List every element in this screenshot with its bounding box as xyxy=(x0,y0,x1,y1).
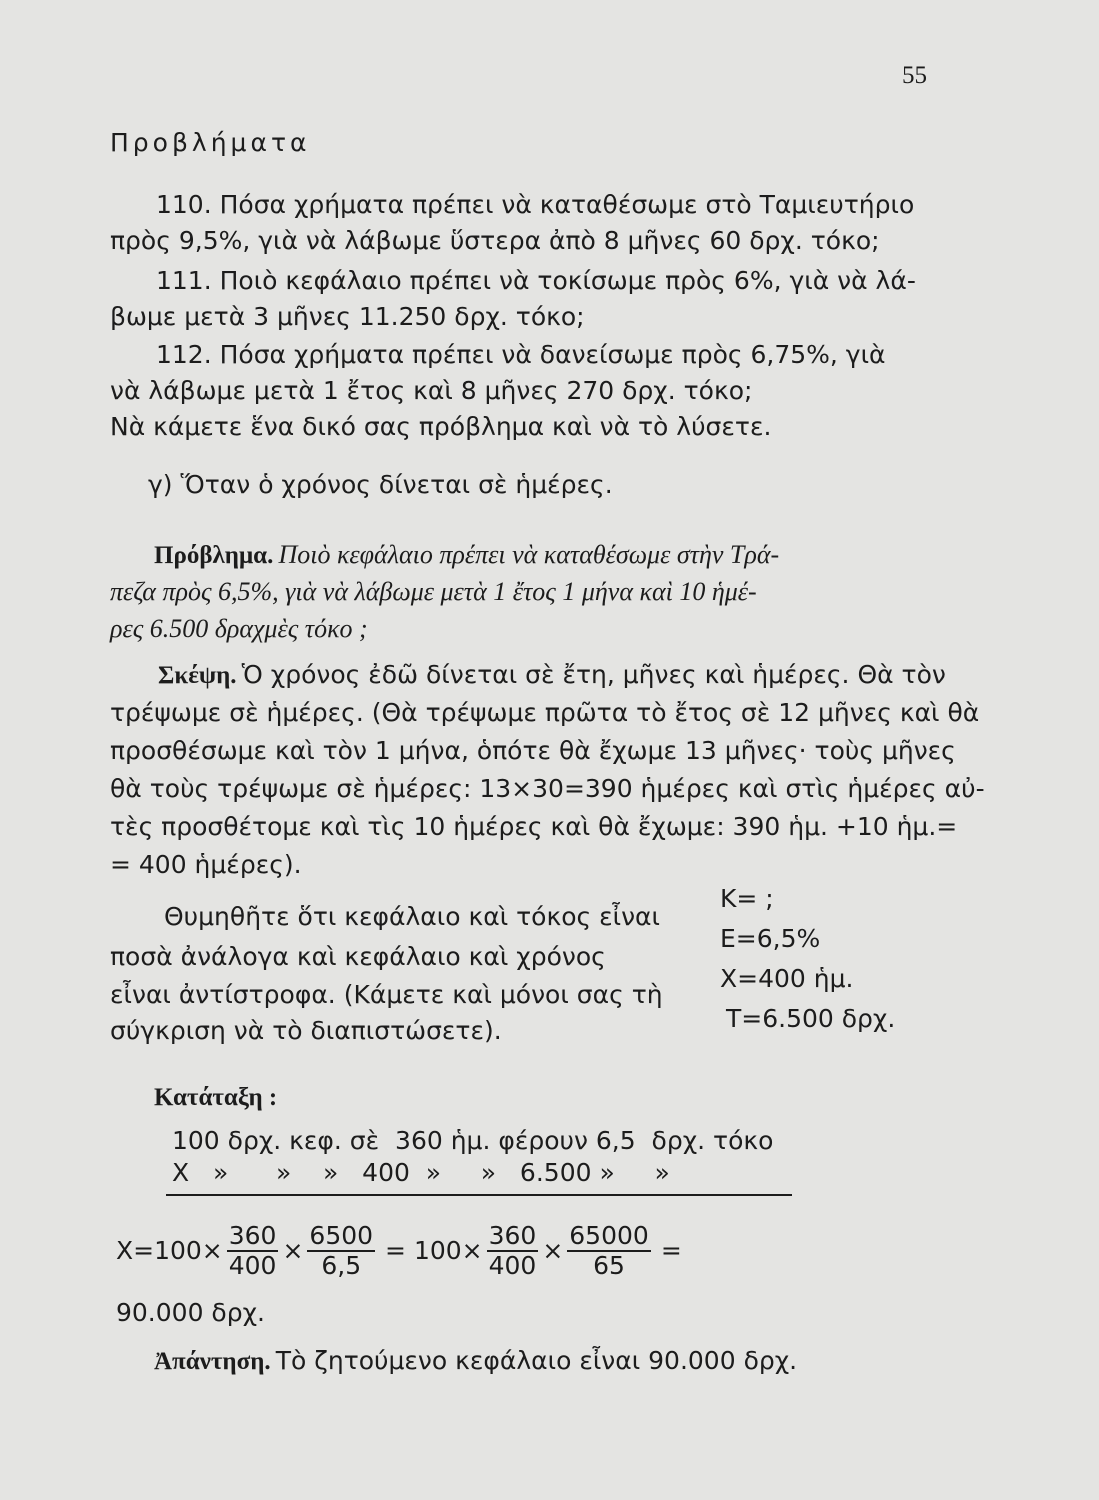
times-sign: × xyxy=(282,1235,304,1265)
answer-label: Ἀπάντηση. xyxy=(154,1348,271,1375)
fraction-360-400-a xyxy=(227,1222,279,1279)
equals-100-times: = 100× xyxy=(385,1235,483,1265)
given-e: E=6,5% xyxy=(720,924,821,953)
example-line2: πεζα πρὸς 6,5%, γιὰ νὰ λάβωμε μετὰ 1 ἔτος 1 μήνα καὶ 10 ἡμέ- xyxy=(110,577,757,606)
fraction-65000-65 xyxy=(567,1222,651,1279)
given-x: X=400 ἡμ. xyxy=(720,964,854,993)
remember-line4: σύγκριση νὰ τὸ διαπιστώσετε). xyxy=(110,1016,502,1045)
arrangement-row1: 100 δρχ. κεφ. σὲ 360 ἡμ. φέρουν 6,5 δρχ. τόκο xyxy=(172,1126,774,1155)
fraction-denominator: 400 xyxy=(228,1250,277,1280)
formula-result: 90.000 δρχ. xyxy=(116,1298,265,1327)
example-line1 xyxy=(154,540,779,570)
formula-lhs: X=100× xyxy=(116,1235,223,1265)
fraction-numerator: 65000 xyxy=(569,1221,649,1250)
fraction-numerator: 360 xyxy=(228,1221,277,1250)
answer-line xyxy=(154,1346,797,1376)
fraction-denominator: 65 xyxy=(593,1250,625,1280)
example-label: Πρόβλημα. xyxy=(154,542,274,569)
arrangement-rule xyxy=(166,1194,792,1196)
fraction-6500-6-5 xyxy=(307,1222,375,1279)
arrangement-label: Κατάταξη : xyxy=(154,1084,278,1111)
times-sign: × xyxy=(542,1235,564,1265)
answer-text: Τὸ ζητούμενο κεφάλαιο εἶναι 90.000 δρχ. xyxy=(275,1346,798,1375)
equals-sign: = xyxy=(660,1235,682,1265)
remember-line2: ποσὰ ἀνάλογα καὶ κεφάλαιο καὶ χρόνος xyxy=(110,942,606,971)
problem-112-line2: νὰ λάβωμε μετὰ 1 ἔτος καὶ 8 μῆνες 270 δρχ. τόκο; xyxy=(110,376,753,405)
problem-112-line1: 112. Πόσα χρήματα πρέπει νὰ δανείσωμε πρὸς 6,75%, γιὰ xyxy=(156,340,886,369)
problem-111-line2: βωμε μετὰ 3 μῆνες 11.250 δρχ. τόκο; xyxy=(110,302,585,331)
given-t: T=6.500 δρχ. xyxy=(726,1004,896,1033)
fraction-denominator: 400 xyxy=(488,1250,537,1280)
thought-text-1: Ὁ χρόνος ἐδῶ δίνεται σὲ ἔτη, μῆνες καὶ ἡμέρες. Θὰ τὸν xyxy=(241,660,946,689)
formula-line xyxy=(116,1222,682,1279)
thought-line5: τὲς προσθέτομε καὶ τὶς 10 ἡμέρες καὶ θὰ ἔχωμε: 390 ἡμ. +10 ἡμ.= xyxy=(110,812,958,841)
given-k: K= ; xyxy=(720,884,774,913)
problem-110-line1: 110. Πόσα χρήματα πρέπει νὰ καταθέσωμε στὸ Ταμιευτήριο xyxy=(156,190,915,219)
own-problem-line: Νὰ κάμετε ἕνα δικό σας πρόβλημα καὶ νὰ τὸ λύσετε. xyxy=(110,412,772,441)
example-text-1: Ποιὸ κεφάλαιο πρέπει νὰ καταθέσωμε στὴν Τρά- xyxy=(278,540,780,569)
fraction-numerator: 360 xyxy=(488,1221,537,1250)
subsection-heading: γ) Ὅταν ὁ χρόνος δίνεται σὲ ἡμέρες. xyxy=(148,470,613,499)
thought-line3: προσθέσωμε καὶ τὸν 1 μήνα, ὁπότε θὰ ἔχωμε 13 μῆνες· τοὺς μῆνες xyxy=(110,736,956,765)
problem-110-line2: πρὸς 9,5%, γιὰ νὰ λάβωμε ὕστερα ἀπὸ 8 μῆνες 60 δρχ. τόκο; xyxy=(110,226,880,255)
section-title: Προβλήματα xyxy=(110,128,311,157)
remember-line1: Θυμηθῆτε ὅτι κεφάλαιο καὶ τόκος εἶναι xyxy=(164,902,660,931)
remember-line3: εἶναι ἀντίστροφα. (Κάμετε καὶ μόνοι σας τὴ xyxy=(110,980,663,1009)
fraction-360-400-b xyxy=(487,1222,539,1279)
thought-label: Σκέψη. xyxy=(158,662,237,689)
arrangement-row2: X » » » 400 » » 6.500 » » xyxy=(172,1158,670,1187)
example-line3: ρες 6.500 δραχμὲς τόκο ; xyxy=(110,614,368,643)
thought-line4: θὰ τοὺς τρέψωμε σὲ ἡμέρες: 13×30=390 ἡμέρες καὶ στὶς ἡμέρες αὐ- xyxy=(110,774,985,803)
page-number: 55 xyxy=(902,62,927,89)
thought-line1 xyxy=(158,660,946,690)
fraction-denominator: 6,5 xyxy=(321,1250,362,1280)
thought-line6: = 400 ἡμέρες). xyxy=(110,850,302,879)
fraction-numerator: 6500 xyxy=(309,1221,374,1250)
thought-line2: τρέψωμε σὲ ἡμέρες. (Θὰ τρέψωμε πρῶτα τὸ ἔτος σὲ 12 μῆνες καὶ θὰ xyxy=(110,698,980,727)
problem-111-line1: 111. Ποιὸ κεφάλαιο πρέπει νὰ τοκίσωμε πρὸς 6%, γιὰ νὰ λά- xyxy=(156,266,916,295)
